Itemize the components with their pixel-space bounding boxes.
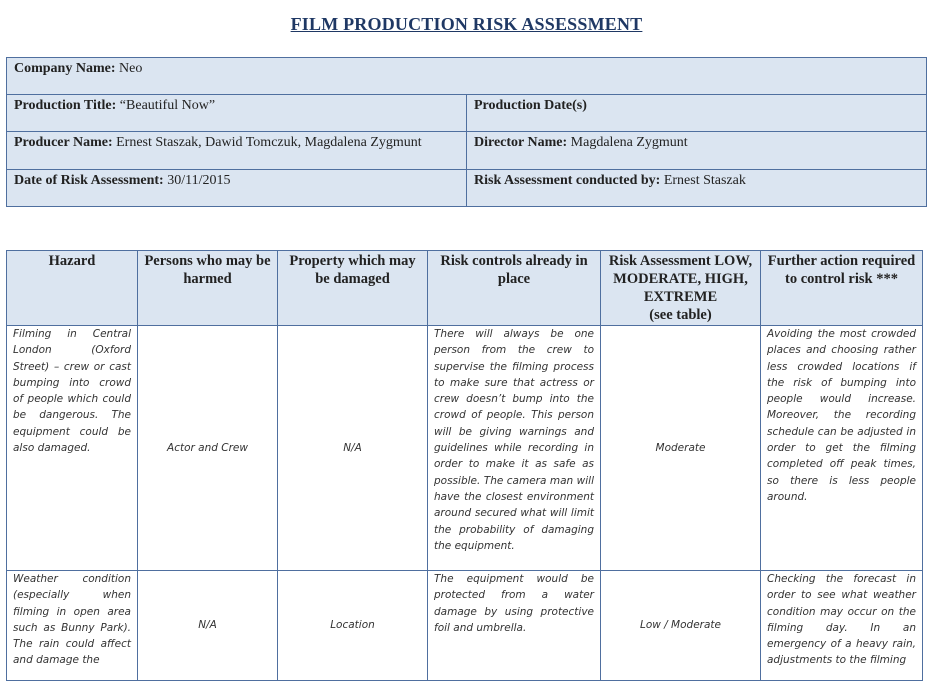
assessment-date-label: Date of Risk Assessment:: [14, 173, 164, 188]
director-name-cell: [467, 132, 927, 170]
producer-name-cell: [7, 132, 467, 170]
conducted-by-cell: [467, 170, 927, 207]
persons-cell: Actor and Crew: [138, 326, 278, 571]
company-name-value: Neo: [119, 61, 143, 76]
table-row: [7, 326, 923, 571]
header-further-action: Further action required to control risk ***: [761, 251, 923, 326]
assessment-cell: Low / Moderate: [601, 571, 761, 681]
header-property: Property which may be damaged: [278, 251, 428, 326]
property-cell: N/A: [278, 326, 428, 571]
production-dates-label: Production Date(s): [474, 98, 587, 113]
header-persons: Persons who may be harmed: [138, 251, 278, 326]
persons-cell: N/A: [138, 571, 278, 681]
assessment-date-value: 30/11/2015: [167, 173, 231, 188]
header-controls: Risk controls already in place: [428, 251, 601, 326]
production-title-label: Production Title:: [14, 98, 117, 113]
table-row: [7, 571, 923, 681]
production-title-cell: [7, 95, 467, 132]
controls-cell: There will always be one person from the crew to supervise the filming process to make sure that actress or crew doesn’t bump into the crowd of people. This person will be giving warnings and guidelines while recording in order to make it as safe as possible. The camera man will have the closest environment around secured what will limit the probability of damaging the equipment.: [428, 326, 601, 571]
producer-name-label: Producer Name:: [14, 135, 113, 150]
header-row: [7, 251, 923, 326]
production-dates-cell: [467, 95, 927, 132]
hazard-cell: Weather condition (especially when filming in open area such as Bunny Park). The rain could affect and damage the: [7, 571, 138, 681]
director-name-label: Director Name:: [474, 135, 568, 150]
header-assessment: [601, 251, 761, 326]
producer-name-value: Ernest Staszak, Dawid Tomczuk, Magdalena Zygmunt: [116, 135, 422, 150]
header-assessment-note: (see table): [649, 307, 712, 323]
further-action-cell: Checking the forecast in order to see what weather condition may occur on the filming day. In an emergency of a heavy rain, adjustments to the filming: [761, 571, 923, 681]
conducted-by-label: Risk Assessment conducted by:: [474, 173, 661, 188]
controls-cell: The equipment would be protected from a water damage by using protective foil and umbrella.: [428, 571, 601, 681]
director-name-value: Magdalena Zygmunt: [570, 135, 688, 150]
header-hazard: Hazard: [7, 251, 138, 326]
header-assessment-label: Risk Assessment LOW, MODERATE, HIGH, EXTREME: [608, 253, 753, 305]
risk-assessment-table: [6, 250, 923, 681]
document-title: FILM PRODUCTION RISK ASSESSMENT: [290, 14, 643, 34]
property-cell: Location: [278, 571, 428, 681]
assessment-date-cell: [7, 170, 467, 207]
company-name-label: Company Name:: [14, 61, 116, 76]
further-action-cell: Avoiding the most crowded places and choosing rather less crowded locations if the risk of bumping into people would increase. Moreover, the recording schedule can be adjusted in order to get the filming completed off peak times, so there is less people around.: [761, 326, 923, 571]
production-info-table: [6, 57, 927, 207]
company-name-cell: [7, 58, 927, 95]
conducted-by-value: Ernest Staszak: [663, 173, 746, 188]
hazard-cell: Filming in Central London (Oxford Street) – crew or cast bumping into crowd of people which could be dangerous. The equipment could be also damaged.: [7, 326, 138, 571]
assessment-cell: Moderate: [601, 326, 761, 571]
production-title-value: “Beautiful Now”: [119, 98, 216, 113]
